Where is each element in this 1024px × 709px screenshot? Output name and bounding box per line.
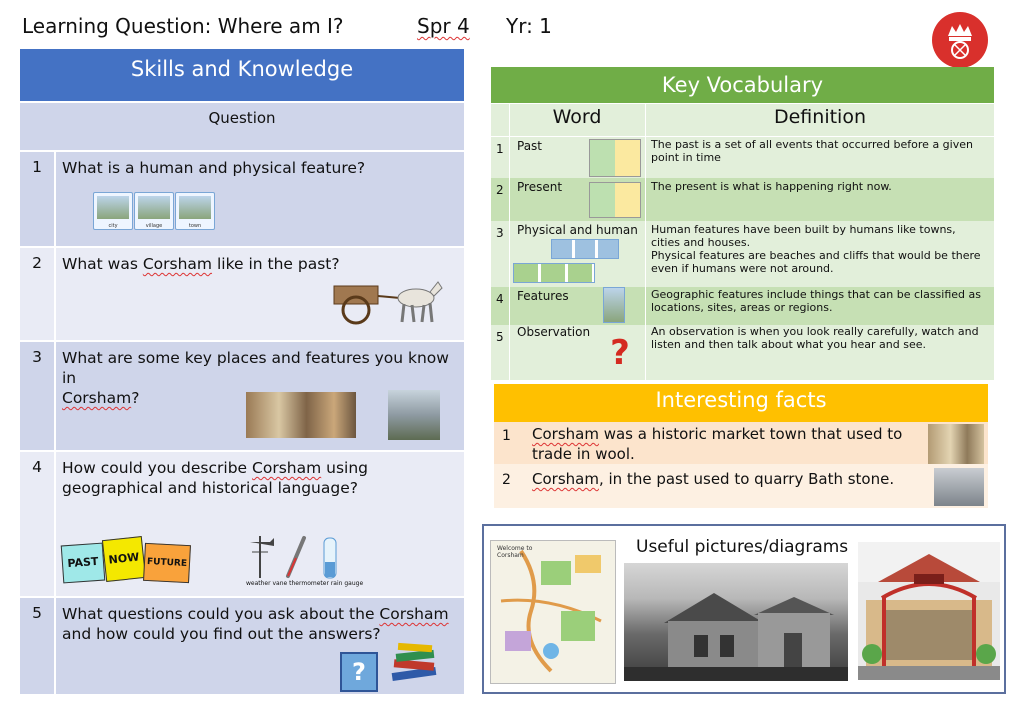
market-town-photo	[928, 424, 984, 464]
map-label: Welcome to Corsham	[497, 545, 533, 559]
question-mark-icon: ?	[340, 652, 378, 692]
modern-building-photo	[388, 390, 440, 440]
place-name: Corsham	[532, 470, 599, 488]
now-label: NOW	[102, 536, 146, 582]
place-name: Corsham	[62, 389, 132, 407]
vocab-row-present	[491, 178, 994, 221]
question-text: How could you describe Corsham using geographical and historical language?	[62, 459, 368, 497]
vocab-definition: The present is what is happening right now.	[651, 180, 892, 193]
term-label: Spr 4	[417, 14, 470, 38]
vocab-word: Observation	[517, 325, 591, 339]
question-number: 5	[32, 604, 42, 622]
vocab-definition: The past is a set of all events that occurred before a given point in time	[651, 138, 973, 164]
horse-and-cart-illustration	[328, 276, 446, 326]
present-pictogram	[589, 182, 641, 218]
question-text: What are some key places and features you know in Corsham?	[62, 349, 449, 407]
human-feature-pictograms	[551, 239, 619, 259]
vocab-row-past	[491, 137, 994, 178]
vocab-definition: Human features have been built by humans like towns, cities and houses. Physical features are beaches and cliffs that would be there even if humans were not around.	[651, 223, 981, 275]
past-pictogram	[589, 139, 641, 177]
corsham-station-photo	[858, 542, 1000, 680]
question-column-header: Question	[20, 103, 464, 150]
fact-number: 2	[502, 472, 511, 488]
past-label: PAST	[61, 543, 106, 584]
place-name: Corsham	[532, 425, 599, 443]
word-column-header: Word	[552, 106, 602, 128]
question-row-2	[20, 248, 464, 340]
books-icon	[388, 640, 440, 684]
instrument-labels: weather vane thermometer rain gauge	[246, 580, 364, 587]
key-vocabulary-header: Key Vocabulary	[491, 67, 994, 103]
question-number: 1	[32, 158, 42, 176]
vocab-word: Past	[517, 139, 543, 153]
question-number: 2	[32, 254, 42, 272]
question-text: What is a human and physical feature?	[62, 159, 366, 177]
year-label: Yr: 1	[506, 14, 552, 38]
future-label: FUTURE	[143, 543, 191, 583]
vocab-word: Present	[517, 180, 563, 194]
question-number: 4	[32, 458, 42, 476]
school-crest-logo	[932, 12, 988, 68]
vocab-number: 4	[496, 292, 504, 306]
question-number: 3	[32, 348, 42, 366]
town-pictogram: town	[175, 192, 215, 230]
corsham-street-photo	[246, 392, 356, 438]
vocab-number: 2	[496, 183, 504, 197]
vocabulary-column-headers	[491, 104, 994, 136]
place-name: Corsham	[379, 605, 449, 623]
useful-pictures-title: Useful pictures/diagrams	[636, 537, 849, 557]
vocab-number: 5	[496, 330, 504, 344]
question-row-5	[20, 598, 464, 694]
features-pictogram	[603, 287, 625, 323]
question-text: What was Corsham like in the past?	[62, 255, 340, 273]
vocab-definition: Geographic features include things that can be classified as locations, sites, areas or regions.	[651, 288, 981, 314]
vocab-word: Physical and human	[517, 223, 638, 237]
question-text: What questions could you ask about the Corsham and how could you find out the answers?	[62, 605, 449, 643]
red-question-mark-icon: ?	[610, 333, 630, 373]
question-row-1	[20, 152, 464, 246]
weather-instruments-graphic	[246, 532, 364, 592]
vocab-number: 3	[496, 226, 504, 240]
place-name: Corsham	[252, 459, 322, 477]
vocab-row-physical-human	[491, 221, 994, 287]
vocab-word: Features	[517, 289, 569, 303]
vocab-definition: An observation is when you look really carefully, watch and listen and then talk about what you hear and see.	[651, 325, 979, 351]
quarry-photo	[934, 468, 984, 506]
physical-feature-pictograms	[513, 263, 595, 283]
corsham-map-image	[490, 540, 616, 684]
definition-column-header: Definition	[773, 106, 866, 128]
interesting-facts-header: Interesting facts	[494, 384, 988, 422]
fact-text: Corsham was a historic market town that used to trade in wool.	[532, 425, 903, 463]
past-now-future-graphic	[62, 534, 188, 590]
vocab-number: 1	[496, 142, 504, 156]
question-row-4	[20, 452, 464, 596]
fact-row-1	[494, 422, 988, 464]
city-pictogram: city	[93, 192, 133, 230]
question-row-3	[20, 342, 464, 450]
fact-number: 1	[502, 428, 511, 444]
historic-church-photo	[624, 563, 848, 681]
vocab-row-observation	[491, 325, 994, 380]
learning-question-title: Learning Question: Where am I?	[22, 14, 344, 38]
fact-text: Corsham, in the past used to quarry Bath stone.	[532, 470, 895, 488]
fact-row-2	[494, 464, 988, 508]
vocab-row-features	[491, 287, 994, 325]
place-name: Corsham	[142, 255, 213, 273]
skills-knowledge-header: Skills and Knowledge	[20, 49, 464, 101]
village-pictogram: village	[134, 192, 174, 230]
